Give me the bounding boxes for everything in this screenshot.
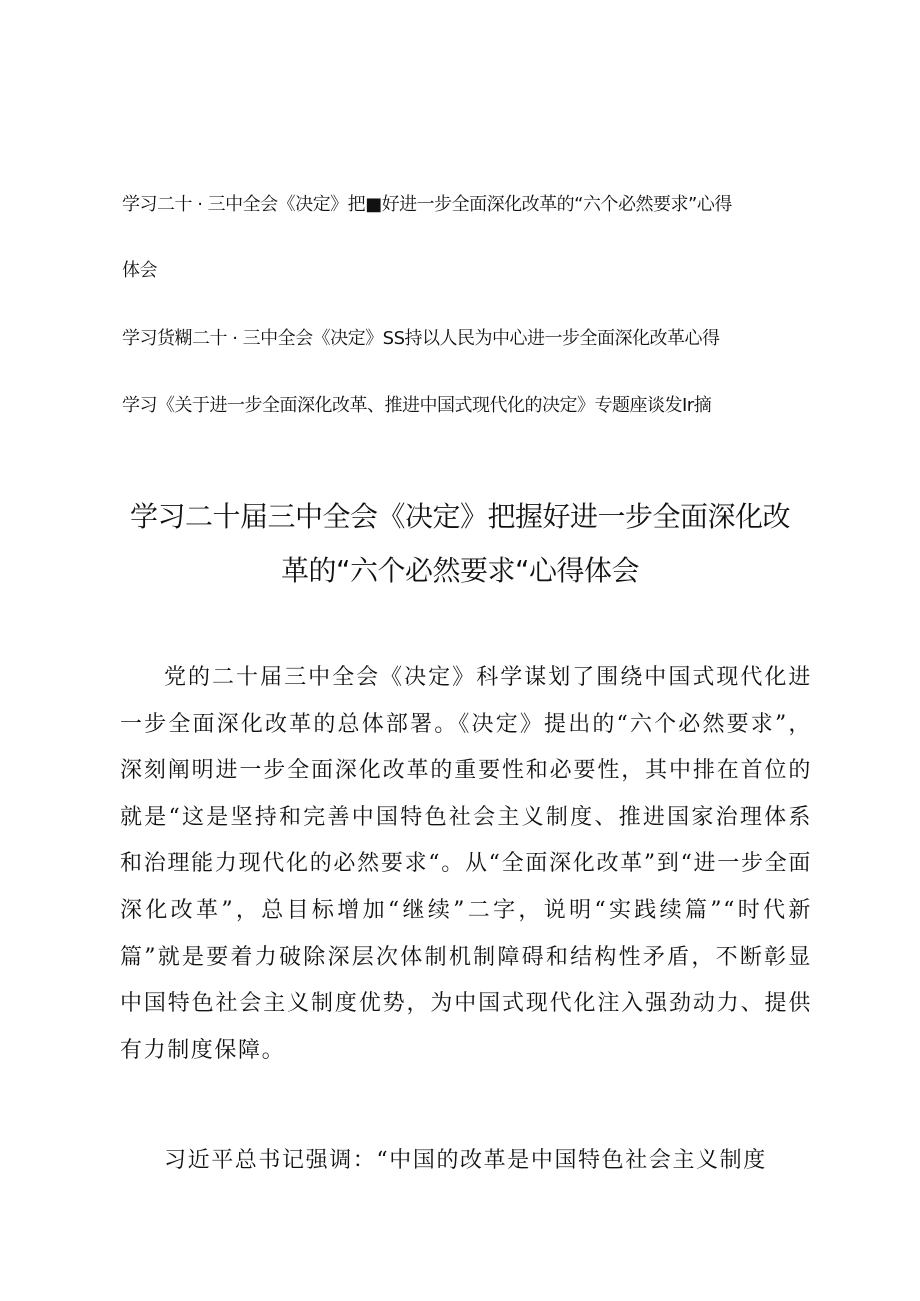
article-title xyxy=(110,490,810,598)
article-title-line-1: 学习二十届三中全会《决定》把握好进一步全面深化改 xyxy=(129,500,790,533)
toc-item-1[interactable] xyxy=(122,190,822,324)
toc-item-3[interactable]: 学习《关于进一步全面深化改革、推进中国式现代化的决定》专题座谈发Ir摘 xyxy=(122,395,712,416)
body-paragraph-1: 党的二十届三中全会《决定》科学谋划了围绕中国式现代化进一步全面深化改革的总体部署。《决定》提出的“六个必然要求”，深刻阐明进一步全面深化改革的重要性和必要性，其中排在首位的就是“这是坚持和完善中国特色社会主义制度、推进国家治理体系和治理能力现代化的必然要求“。从“全面深化改革”到“进一步全面深化改革”，总目标增加“继续”二字，说明“实践续篇”“时代新篇”就是要着力破除深层次体制机制障碍和结构性矛盾，不断彰显中国特色社会主义制度优势，为中国式现代化注入强劲动力、提供有力制度保障。 xyxy=(120,665,812,1063)
article-body xyxy=(120,655,812,1185)
table-of-contents xyxy=(122,190,822,421)
toc-item-1-line-1: 学习二十 · 三中全会《决定》把■好进一步全面深化改革的“六个必然要求”心得 xyxy=(122,194,732,215)
toc-item-2[interactable]: 学习货糊二十 · 三中全会《决定》SS持以人民为中心进一步全面深化改革心得 xyxy=(122,328,720,349)
toc-item-1-line-2: 体会 xyxy=(122,260,157,281)
article-title-line-2: 革的“六个必然要求“心得体会 xyxy=(280,554,639,587)
body-paragraph-2: 习近平总书记强调：“中国的改革是中国特色社会主义制度 xyxy=(164,1148,767,1174)
